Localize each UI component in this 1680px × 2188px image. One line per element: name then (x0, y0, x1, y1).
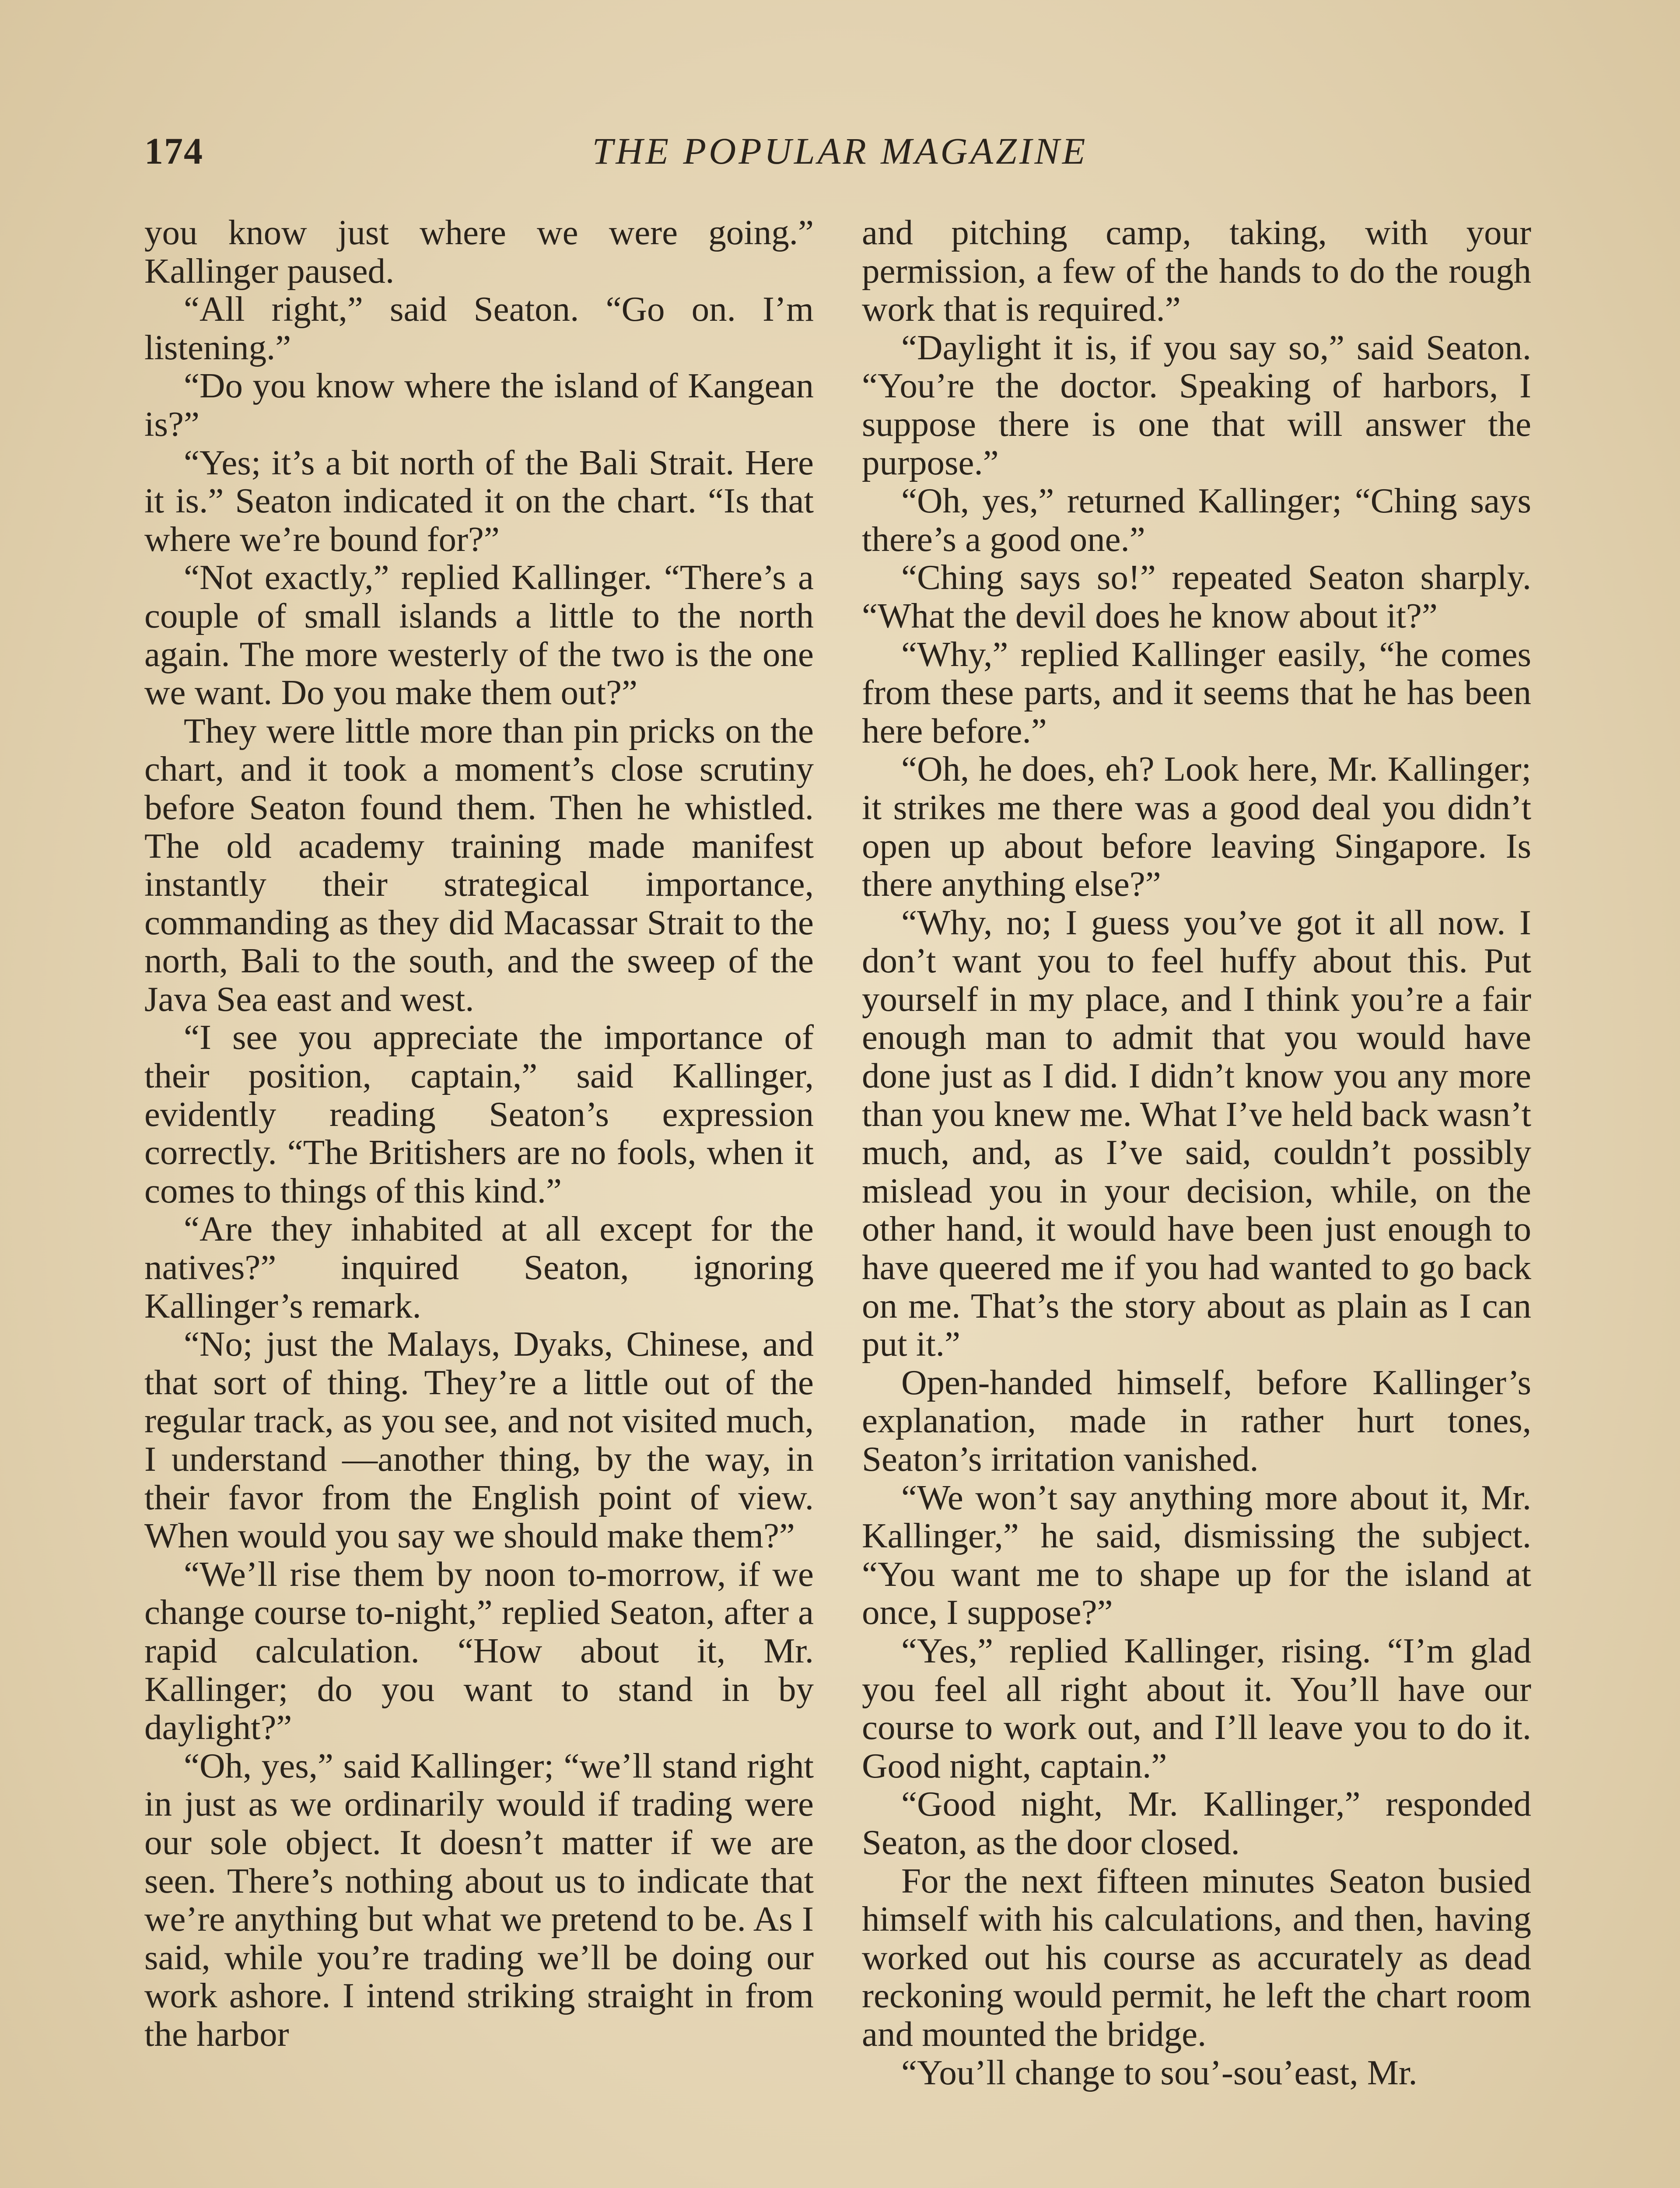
paragraph: and pitching camp, taking, with your permission, a few of the hands to do the rough work that is required.” (862, 213, 1531, 329)
paragraph: “I see you appreciate the importance of their position, captain,” said Kallinger, evidently reading Seaton’s expression correctly. “The Britishers are no fools, when it comes to things of this kind.” (144, 1017, 814, 1210)
page-header (144, 129, 1536, 195)
paragraph: “We won’t say anything more about it, Mr. Kallinger,” he said, dismissing the subject. “You want me to shape up for the island at once, I suppose?” (862, 1477, 1531, 1632)
paragraph: “Good night, Mr. Kallinger,” responded Seaton, as the door closed. (862, 1784, 1531, 1862)
page-number: 174 (144, 130, 203, 172)
paragraph: “Why, no; I guess you’ve got it all now. I don’t want you to feel huffy about this. Put yourself in my place, and I think you’re a fair enough man to admit that you would have done just as I did. I didn’t know you any more than you knew me. What I’ve held back wasn’t much, and, as I’ve said, couldn’t possibly mislead you in your decision, while, on the other hand, it would have been just enough to have queered me if you had wanted to go back on me. That’s the story about as plain as I can put it.” (862, 902, 1531, 1364)
paragraph: “Why,” replied Kallinger easily, “he comes from these parts, and it seems that he has been here before.” (862, 634, 1531, 750)
paragraph: “We’ll rise them by noon to-morrow, if we change course to-night,” replied Seaton, after a rapid calculation. “How about it, Mr. Kallinger; do you want to stand in by daylight?” (144, 1554, 814, 1747)
paragraph: “Oh, yes,” returned Kallinger; “Ching says there’s a good one.” (862, 481, 1531, 559)
paragraph: “Daylight it is, if you say so,” said Seaton. “You’re the doctor. Speaking of harbors, I suppose there is one that will answer the purpose.” (862, 327, 1531, 482)
paragraph: “Yes,” replied Kallinger, rising. “I’m glad you feel all right about it. You’ll have our course to work out, and I’ll leave you to do it. Good night, captain.” (862, 1630, 1531, 1785)
paragraph: “Ching says so!” repeated Seaton sharply. “What the devil does he know about it?” (862, 558, 1531, 635)
paragraph: “Are they inhabited at all except for the natives?” inquired Seaton, ignoring Kallinger’s remark. (144, 1209, 814, 1325)
paragraph: “Do you know where the island of Kangean is?” (144, 366, 814, 444)
paragraph: “Oh, yes,” said Kallinger; “we’ll stand right in just as we ordinarily would if trading were our sole object. It doesn’t matter if we are seen. There’s nothing about us to indicate that we’re anything but what we pretend to be. As I said, while you’re trading we’ll be doing our work ashore. I intend striking straight in from the harbor (144, 1746, 814, 2054)
left-column (144, 214, 814, 2054)
paragraph: They were little more than pin pricks on the chart, and it took a moment’s close scrutiny before Seaton found them. Then he whistled. The old academy training made manifest instantly their strategical importance, commanding as they did Macassar Strait to the north, Bali to the south, and the sweep of the Java Sea east and west. (144, 711, 814, 1019)
paragraph: you know just where we were going.” Kallinger paused. (144, 213, 814, 291)
paragraph: For the next fifteen minutes Seaton busied himself with his calculations, and then, having worked out his course as accurately as dead reckoning would permit, he left the chart room and mounted the bridge. (862, 1861, 1531, 2054)
paragraph: “Not exactly,” replied Kallinger. “There’s a couple of small islands a little to the north again. The more westerly of the two is the one we want. Do you make them out?” (144, 558, 814, 712)
paragraph: Open-handed himself, before Kallinger’s explanation, made in rather hurt tones, Seaton’s irritation vanished. (862, 1362, 1531, 1479)
running-head: THE POPULAR MAGAZINE (592, 130, 1088, 172)
paragraph: “You’ll change to sou’-sou’east, Mr. (901, 2052, 1418, 2092)
paragraph: “All right,” said Seaton. “Go on. I’m listening.” (144, 289, 814, 367)
paragraph: “Yes; it’s a bit north of the Bali Strait. Here it is.” Seaton indicated it on the chart. “Is that where we’re bound for?” (144, 442, 814, 559)
paragraph: “No; just the Malays, Dyaks, Chinese, and that sort of thing. They’re a little out of the regular track, as you see, and not visited much, I understand —another thing, by the way, in their favor from the English point of view. When would you say we should make them?” (144, 1324, 814, 1556)
paragraph: “Oh, he does, eh? Look here, Mr. Kallinger; it strikes me there was a good deal you didn’t open up about before leaving Singapore. Is there anything else?” (862, 749, 1531, 904)
right-column (862, 214, 1531, 2092)
